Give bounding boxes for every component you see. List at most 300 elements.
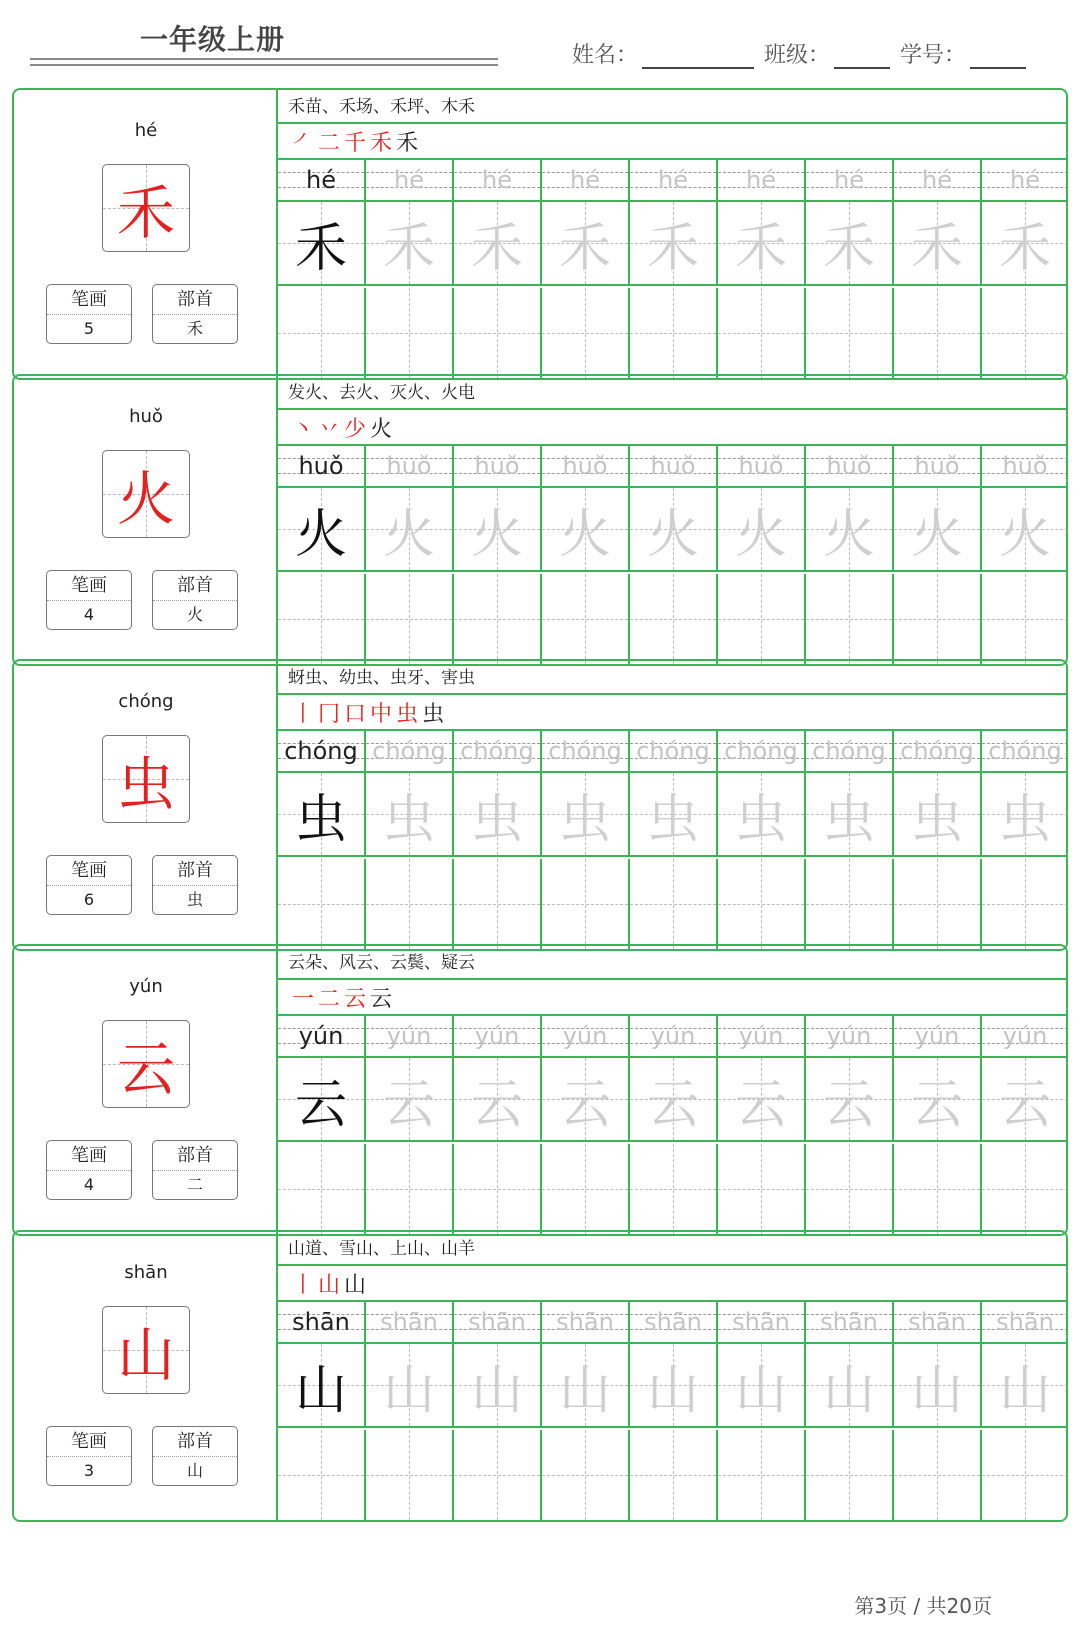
stroke-count-box: [46, 284, 132, 344]
title-underline-2: [30, 64, 498, 66]
blank-writing-cell[interactable]: [278, 1144, 366, 1234]
blank-writing-cell[interactable]: [454, 859, 542, 949]
writing-cell[interactable]: [894, 1344, 982, 1426]
guide-line-vertical: [849, 288, 850, 378]
pinyin-trace: hé: [482, 166, 512, 194]
pinyin-cell[interactable]: [982, 1016, 1068, 1056]
guide-line-vertical: [761, 859, 762, 949]
pinyin-trace: hé: [922, 166, 952, 194]
class-blank[interactable]: [834, 43, 890, 69]
stroke-count-value: 5: [83, 319, 95, 338]
character-card: [12, 88, 1068, 380]
writing-cell[interactable]: [806, 773, 894, 855]
pinyin-trace: hé: [658, 166, 688, 194]
radical-value: 二: [186, 1175, 203, 1194]
writing-cell[interactable]: [630, 488, 718, 570]
writing-cell[interactable]: [454, 1344, 542, 1426]
blank-writing-cell[interactable]: [542, 859, 630, 949]
worksheet-title: 一年级上册: [140, 23, 286, 56]
writing-cell[interactable]: [982, 488, 1068, 570]
pinyin-cell[interactable]: [718, 1302, 806, 1342]
character-model: 火: [294, 504, 347, 565]
pinyin-cell[interactable]: [630, 731, 718, 771]
character-trace: 山: [646, 1360, 699, 1421]
character-trace: 山: [998, 1360, 1051, 1421]
pinyin-model: huǒ: [298, 452, 344, 480]
character-trace: 禾: [646, 218, 699, 279]
blank-writing-cell[interactable]: [718, 1144, 806, 1234]
blank-writing-cell[interactable]: [366, 1144, 454, 1234]
pinyin-cell[interactable]: [806, 1016, 894, 1056]
blank-writing-cell[interactable]: [894, 1144, 982, 1234]
student-id-field: [900, 38, 1026, 69]
writing-cell[interactable]: [278, 773, 366, 855]
blank-writing-cell[interactable]: [542, 288, 630, 378]
radical-value: 虫: [186, 890, 203, 909]
pinyin-cell[interactable]: [454, 1016, 542, 1056]
pinyin-cell[interactable]: [894, 731, 982, 771]
guide-line-vertical: [497, 859, 498, 949]
name-blank[interactable]: [642, 43, 754, 69]
blank-writing-cell[interactable]: [894, 574, 982, 664]
writing-cell[interactable]: [630, 202, 718, 284]
pinyin-trace: shān: [820, 1308, 878, 1336]
writing-cell[interactable]: [454, 488, 542, 570]
pinyin-cell[interactable]: [366, 160, 454, 200]
pinyin-writing-row: [278, 731, 1068, 773]
blank-writing-cell[interactable]: [542, 1144, 630, 1234]
character-display-box: [102, 1020, 190, 1108]
stroke-step: 一: [292, 986, 315, 1012]
guide-line-vertical: [849, 859, 850, 949]
student-id-blank[interactable]: [970, 43, 1026, 69]
stroke-step: 口: [344, 701, 367, 727]
writing-cell[interactable]: [982, 1058, 1068, 1140]
blank-writing-cell[interactable]: [718, 859, 806, 949]
guide-line-vertical: [849, 1144, 850, 1234]
character-trace: 禾: [558, 218, 611, 279]
tracing-row: [278, 202, 1068, 286]
guide-line-vertical: [1025, 859, 1026, 949]
character-info-panel: [14, 661, 278, 949]
stroke-step: 火: [370, 416, 393, 442]
blank-writing-cell[interactable]: [278, 288, 366, 378]
radical-value: 山: [186, 1461, 203, 1480]
writing-cell[interactable]: [718, 202, 806, 284]
pinyin-trace: chóng: [812, 737, 886, 765]
blank-writing-cell[interactable]: [630, 288, 718, 378]
writing-cell[interactable]: [894, 488, 982, 570]
pinyin-cell[interactable]: [278, 1302, 366, 1342]
pinyin-cell[interactable]: [982, 731, 1068, 771]
character-trace: 火: [734, 504, 787, 565]
pinyin-cell[interactable]: [982, 1302, 1068, 1342]
blank-writing-cell[interactable]: [982, 1430, 1068, 1520]
practice-row: [278, 574, 1068, 664]
practice-row: [278, 1430, 1068, 1520]
writing-cell[interactable]: [366, 488, 454, 570]
blank-writing-cell[interactable]: [454, 288, 542, 378]
stroke-count-value: 6: [83, 890, 95, 909]
blank-writing-cell[interactable]: [454, 1144, 542, 1234]
writing-cell[interactable]: [806, 488, 894, 570]
blank-writing-cell[interactable]: [454, 1430, 542, 1520]
character-display-box: [102, 1306, 190, 1394]
pinyin-cell[interactable]: [366, 1302, 454, 1342]
character-trace: 火: [646, 504, 699, 565]
blank-writing-cell[interactable]: [366, 1430, 454, 1520]
guide-line-vertical: [673, 288, 674, 378]
pinyin-cell[interactable]: [542, 1302, 630, 1342]
writing-cell[interactable]: [982, 773, 1068, 855]
blank-writing-cell[interactable]: [542, 1430, 630, 1520]
character-pinyin: huǒ: [129, 406, 163, 427]
writing-grid-panel: [278, 946, 1068, 1234]
example-words: 山道、雪山、上山、山羊: [278, 1232, 1068, 1266]
blank-writing-cell[interactable]: [630, 859, 718, 949]
writing-cell[interactable]: [894, 773, 982, 855]
character-trace: 云: [470, 1074, 523, 1135]
guide-line-vertical: [585, 1430, 586, 1520]
blank-writing-cell[interactable]: [630, 574, 718, 664]
blank-writing-cell[interactable]: [894, 288, 982, 378]
pinyin-cell[interactable]: [278, 731, 366, 771]
stroke-count-value: 4: [83, 605, 95, 624]
writing-cell[interactable]: [982, 202, 1068, 284]
guide-line-vertical: [321, 859, 322, 949]
stroke-order-row: [278, 980, 1068, 1016]
guide-line-vertical: [321, 1430, 322, 1520]
blank-writing-cell[interactable]: [366, 288, 454, 378]
pinyin-trace: yún: [650, 1022, 696, 1050]
blank-writing-cell[interactable]: [894, 1430, 982, 1520]
class-field: [764, 38, 890, 69]
pinyin-trace: chóng: [900, 737, 974, 765]
blank-writing-cell[interactable]: [366, 574, 454, 664]
stroke-step: 二: [318, 986, 341, 1012]
writing-grid-panel: [278, 661, 1068, 949]
pinyin-writing-row: [278, 1302, 1068, 1344]
guide-line-vertical: [673, 1144, 674, 1234]
character-trace: 火: [382, 504, 435, 565]
writing-grid-panel: [278, 376, 1068, 664]
example-words: 蚜虫、幼虫、虫牙、害虫: [278, 661, 1068, 695]
character-info-panel: [14, 90, 278, 378]
writing-cell[interactable]: [806, 202, 894, 284]
pinyin-cell[interactable]: [806, 446, 894, 486]
pinyin-cell[interactable]: [806, 731, 894, 771]
class-label: 班级：: [764, 43, 831, 68]
pinyin-cell[interactable]: [630, 1016, 718, 1056]
blank-writing-cell[interactable]: [982, 574, 1068, 664]
pinyin-trace: huǒ: [386, 452, 432, 480]
stroke-step: 禾: [396, 130, 419, 156]
writing-cell[interactable]: [630, 1058, 718, 1140]
pinyin-trace: chóng: [988, 737, 1062, 765]
writing-cell[interactable]: [806, 1058, 894, 1140]
guide-line-vertical: [585, 1144, 586, 1234]
pinyin-cell[interactable]: [366, 1016, 454, 1056]
practice-row: [278, 1144, 1068, 1234]
stroke-step: 云: [370, 986, 393, 1012]
writing-cell[interactable]: [718, 1344, 806, 1426]
blank-writing-cell[interactable]: [278, 574, 366, 664]
pinyin-trace: shān: [556, 1308, 614, 1336]
character-trace: 云: [734, 1074, 787, 1135]
pinyin-cell[interactable]: [894, 446, 982, 486]
pinyin-trace: chóng: [548, 737, 622, 765]
writing-cell[interactable]: [982, 1344, 1068, 1426]
blank-writing-cell[interactable]: [366, 859, 454, 949]
guide-line-vertical: [1025, 288, 1026, 378]
pinyin-cell[interactable]: [894, 1016, 982, 1056]
pinyin-cell[interactable]: [630, 446, 718, 486]
writing-cell[interactable]: [454, 202, 542, 284]
stroke-count-box: [46, 1426, 132, 1486]
blank-writing-cell[interactable]: [806, 1430, 894, 1520]
tracing-row: [278, 773, 1068, 857]
character-trace: 火: [822, 504, 875, 565]
blank-writing-cell[interactable]: [278, 1430, 366, 1520]
guide-line-vertical: [497, 1144, 498, 1234]
pinyin-trace: shān: [644, 1308, 702, 1336]
pinyin-cell[interactable]: [542, 1016, 630, 1056]
blank-writing-cell[interactable]: [718, 574, 806, 664]
stroke-step: 中: [370, 701, 393, 727]
pinyin-cell[interactable]: [982, 160, 1068, 200]
pinyin-model: hé: [306, 166, 336, 194]
pinyin-cell[interactable]: [542, 160, 630, 200]
guide-line-vertical: [673, 574, 674, 664]
guide-line-vertical: [761, 574, 762, 664]
stroke-order-row: [278, 410, 1068, 446]
stroke-step: 虫: [396, 701, 419, 727]
pinyin-cell[interactable]: [806, 1302, 894, 1342]
radical-label: 部首: [153, 856, 237, 886]
blank-writing-cell[interactable]: [982, 1144, 1068, 1234]
pinyin-cell[interactable]: [718, 1016, 806, 1056]
character-glyph: 火: [116, 465, 175, 533]
pinyin-cell[interactable]: [542, 446, 630, 486]
character-pinyin: shān: [124, 1262, 168, 1283]
writing-cell[interactable]: [630, 1344, 718, 1426]
radical-box: [152, 855, 238, 915]
name-field: [572, 38, 754, 69]
guide-line-vertical: [409, 1144, 410, 1234]
pinyin-trace: hé: [394, 166, 424, 194]
pinyin-trace: yún: [1002, 1022, 1048, 1050]
character-trace: 火: [470, 504, 523, 565]
writing-cell[interactable]: [278, 1058, 366, 1140]
name-label: 姓名：: [572, 43, 639, 68]
pinyin-trace: yún: [826, 1022, 872, 1050]
character-trace: 山: [910, 1360, 963, 1421]
character-info-panel: [14, 946, 278, 1234]
character-trace: 山: [382, 1360, 435, 1421]
blank-writing-cell[interactable]: [982, 288, 1068, 378]
pinyin-writing-row: [278, 446, 1068, 488]
blank-writing-cell[interactable]: [806, 1144, 894, 1234]
pinyin-cell[interactable]: [454, 446, 542, 486]
writing-cell[interactable]: [278, 1344, 366, 1426]
pinyin-cell[interactable]: [278, 160, 366, 200]
writing-grid-panel: [278, 90, 1068, 378]
character-trace: 禾: [734, 218, 787, 279]
pinyin-cell[interactable]: [806, 160, 894, 200]
character-glyph: 山: [116, 1321, 175, 1389]
stroke-count-value: 3: [83, 1461, 95, 1480]
pinyin-model: yún: [298, 1022, 344, 1050]
stroke-step: 少: [344, 416, 367, 442]
blank-writing-cell[interactable]: [454, 574, 542, 664]
character-card: [12, 659, 1068, 951]
pinyin-cell[interactable]: [894, 160, 982, 200]
blank-writing-cell[interactable]: [542, 574, 630, 664]
pinyin-cell[interactable]: [278, 446, 366, 486]
guide-line-vertical: [321, 574, 322, 664]
stroke-step: 山: [318, 1272, 341, 1298]
stroke-step: 虫: [422, 701, 445, 727]
page-number: 第3页 / 共20页: [854, 1594, 992, 1618]
radical-label: 部首: [153, 571, 237, 601]
guide-line-vertical: [937, 574, 938, 664]
guide-line-vertical: [409, 574, 410, 664]
character-trace: 云: [910, 1074, 963, 1135]
writing-cell[interactable]: [894, 1058, 982, 1140]
radical-label: 部首: [153, 1141, 237, 1171]
pinyin-trace: yún: [474, 1022, 520, 1050]
writing-cell[interactable]: [542, 1058, 630, 1140]
writing-cell[interactable]: [366, 1058, 454, 1140]
pinyin-writing-row: [278, 160, 1068, 202]
writing-cell[interactable]: [806, 1344, 894, 1426]
guide-line-vertical: [849, 1430, 850, 1520]
pinyin-cell[interactable]: [894, 1302, 982, 1342]
writing-cell[interactable]: [894, 202, 982, 284]
pinyin-trace: huǒ: [562, 452, 608, 480]
writing-cell[interactable]: [366, 773, 454, 855]
character-glyph: 禾: [116, 179, 175, 247]
character-trace: 禾: [998, 218, 1051, 279]
example-words: 禾苗、禾场、禾坪、木禾: [278, 90, 1068, 124]
pinyin-trace: chóng: [460, 737, 534, 765]
writing-cell[interactable]: [278, 488, 366, 570]
blank-writing-cell[interactable]: [894, 859, 982, 949]
radical-box: [152, 1140, 238, 1200]
pinyin-trace: yún: [738, 1022, 784, 1050]
stroke-step: 冂: [318, 701, 341, 727]
pinyin-cell[interactable]: [366, 731, 454, 771]
blank-writing-cell[interactable]: [630, 1144, 718, 1234]
character-trace: 山: [822, 1360, 875, 1421]
stroke-step: 丨: [292, 701, 315, 727]
stroke-count-value: 4: [83, 1175, 95, 1194]
character-info-panel: [14, 1232, 278, 1520]
pinyin-cell[interactable]: [454, 160, 542, 200]
stroke-step: 山: [344, 1272, 367, 1298]
blank-writing-cell[interactable]: [718, 288, 806, 378]
blank-writing-cell[interactable]: [718, 1430, 806, 1520]
character-display-box: [102, 450, 190, 538]
character-trace: 禾: [382, 218, 435, 279]
blank-writing-cell[interactable]: [982, 859, 1068, 949]
character-glyph: 虫: [116, 750, 175, 818]
writing-cell[interactable]: [718, 1058, 806, 1140]
guide-line-vertical: [761, 288, 762, 378]
blank-writing-cell[interactable]: [278, 859, 366, 949]
guide-line-vertical: [937, 1430, 938, 1520]
character-trace: 禾: [910, 218, 963, 279]
stroke-count-label: 笔画: [47, 1141, 131, 1171]
writing-cell[interactable]: [366, 202, 454, 284]
character-trace: 禾: [470, 218, 523, 279]
writing-cell[interactable]: [718, 773, 806, 855]
stroke-count-label: 笔画: [47, 856, 131, 886]
pinyin-trace: shān: [908, 1308, 966, 1336]
pinyin-cell[interactable]: [718, 160, 806, 200]
guide-line-vertical: [409, 288, 410, 378]
blank-writing-cell[interactable]: [630, 1430, 718, 1520]
writing-cell[interactable]: [542, 488, 630, 570]
pinyin-trace: huǒ: [474, 452, 520, 480]
character-trace: 虫: [558, 789, 611, 850]
blank-writing-cell[interactable]: [806, 288, 894, 378]
tracing-row: [278, 488, 1068, 572]
writing-cell[interactable]: [366, 1344, 454, 1426]
pinyin-cell[interactable]: [278, 1016, 366, 1056]
character-trace: 禾: [822, 218, 875, 279]
guide-line-vertical: [849, 574, 850, 664]
writing-cell[interactable]: [718, 488, 806, 570]
writing-cell[interactable]: [454, 773, 542, 855]
pinyin-cell[interactable]: [542, 731, 630, 771]
blank-writing-cell[interactable]: [806, 859, 894, 949]
guide-line-vertical: [585, 574, 586, 664]
guide-line-vertical: [497, 1430, 498, 1520]
writing-cell[interactable]: [542, 773, 630, 855]
stroke-step: 丶: [292, 416, 315, 442]
radical-box: [152, 284, 238, 344]
tracing-row: [278, 1058, 1068, 1142]
pinyin-cell[interactable]: [454, 731, 542, 771]
pinyin-cell[interactable]: [718, 731, 806, 771]
pinyin-trace: chóng: [636, 737, 710, 765]
blank-writing-cell[interactable]: [806, 574, 894, 664]
stroke-count-box: [46, 1140, 132, 1200]
writing-cell[interactable]: [542, 202, 630, 284]
guide-line-vertical: [937, 859, 938, 949]
pinyin-cell[interactable]: [718, 446, 806, 486]
writing-cell[interactable]: [454, 1058, 542, 1140]
character-trace: 云: [646, 1074, 699, 1135]
example-words: 云朵、风云、云鬓、疑云: [278, 946, 1068, 980]
writing-cell[interactable]: [630, 773, 718, 855]
pinyin-trace: huǒ: [650, 452, 696, 480]
radical-value: 火: [186, 605, 203, 624]
writing-cell[interactable]: [542, 1344, 630, 1426]
pinyin-cell[interactable]: [630, 1302, 718, 1342]
pinyin-cell[interactable]: [982, 446, 1068, 486]
practice-row: [278, 288, 1068, 378]
writing-cell[interactable]: [278, 202, 366, 284]
pinyin-cell[interactable]: [454, 1302, 542, 1342]
pinyin-cell[interactable]: [630, 160, 718, 200]
pinyin-cell[interactable]: [366, 446, 454, 486]
character-display-box: [102, 735, 190, 823]
writing-grid-panel: [278, 1232, 1068, 1520]
stroke-count-box: [46, 855, 132, 915]
character-trace: 虫: [822, 789, 875, 850]
